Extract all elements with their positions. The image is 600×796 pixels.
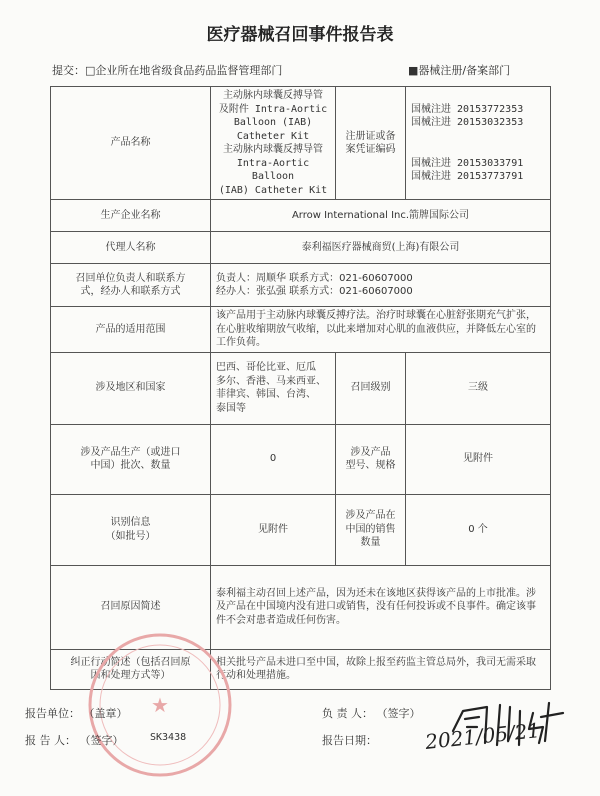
product-name-value: 主动脉内球囊反搏导管 及附件 Intra-Aortic Balloon (IAB) Catheter Kit 主动脉内球囊反搏导管 Intra-Aortic Balloon (IAB) Catheter Kit	[211, 87, 336, 200]
action-label: 纠正行动简述（包括召回原 因和处理方式等）	[51, 649, 211, 689]
region-value: 巴西、哥伦比亚、厄瓜 多尔、香港、马来西亚、 菲律宾、韩国、台湾、 泰国等	[211, 352, 336, 424]
contact-value: 负责人：周顺华 联系方式：021-60607000 经办人：张弘强 联系方式：021-60607000	[211, 264, 551, 307]
submit-label: 提交：	[52, 64, 85, 77]
registration-value: 国械注进 20153772353 国械注进 20153032353 国械注进 20153033791 国械注进 20153773791	[406, 87, 551, 200]
report-date-value: 2021/05/21	[424, 718, 542, 754]
registration-label: 注册证或备 案凭证编码	[336, 87, 406, 200]
recall-level-value: 三级	[406, 352, 551, 424]
batch-label: 涉及产品生产（或进口 中国）批次、数量	[51, 424, 211, 494]
submit-line	[52, 62, 282, 78]
contact-label: 召回单位负责人和联系方 式，经办人和联系方式	[51, 264, 211, 307]
action-value: 相关批号产品未进口至中国，故除上报至药监主管总局外，我司无需采取行动和处理措施。	[211, 649, 551, 689]
sales-value: 0 个	[406, 494, 551, 565]
identification-value: 见附件	[211, 494, 336, 565]
sales-label: 涉及产品在 中国的销售 数量	[336, 494, 406, 565]
page-title: 医疗器械召回事件报告表	[206, 25, 394, 45]
agent-value: 泰利福医疗器械商贸(上海)有限公司	[211, 232, 551, 264]
reason-label: 召回原因简述	[51, 565, 211, 649]
svg-text:★: ★	[151, 693, 169, 717]
identification-label: 识别信息 （如批号）	[51, 494, 211, 565]
reporter-label: 报 告 人： （签字）	[25, 734, 124, 747]
manufacturer-value: Arrow International Inc.箭牌国际公司	[211, 200, 551, 232]
recall-report-table	[50, 86, 551, 690]
submit-target: 企业所在地省级食品药品监督管理部门	[95, 64, 283, 77]
category-line	[408, 62, 510, 78]
report-unit-label: 报告单位： （盖章）	[25, 707, 128, 720]
head-label: 负 责 人： （签字）	[322, 707, 421, 720]
product-name-label: 产品名称	[51, 87, 211, 200]
model-value: 见附件	[406, 424, 551, 494]
agent-label: 代理人名称	[51, 232, 211, 264]
region-label: 涉及地区和国家	[51, 352, 211, 424]
recall-level-label: 召回级别	[336, 352, 406, 424]
reason-value: 泰利福主动召回上述产品，因为还未在该地区获得该产品的上市批准。涉及产品在中国境内没有进口或销售，没有任何投诉或不良事件。确定该事件不会对患者造成任何伤害。	[211, 565, 551, 649]
scope-value: 该产品用于主动脉内球囊反搏疗法。治疗时球囊在心脏舒张期充气扩张，在心脏收缩期放气收缩，以此来增加对心肌的血液供应，并降低左心室的工作负荷。	[211, 307, 551, 353]
category-checkbox[interactable]: ■	[408, 64, 419, 77]
model-label: 涉及产品 型号、规格	[336, 424, 406, 494]
submit-checkbox[interactable]: □	[85, 64, 96, 77]
category-text: 器械注册/备案部门	[418, 64, 511, 77]
report-date-label: 报告日期：	[322, 734, 377, 747]
manufacturer-label: 生产企业名称	[51, 200, 211, 232]
scope-label: 产品的适用范围	[51, 307, 211, 353]
reporter-signature: SK3438	[150, 732, 187, 743]
batch-value: 0	[211, 424, 336, 494]
